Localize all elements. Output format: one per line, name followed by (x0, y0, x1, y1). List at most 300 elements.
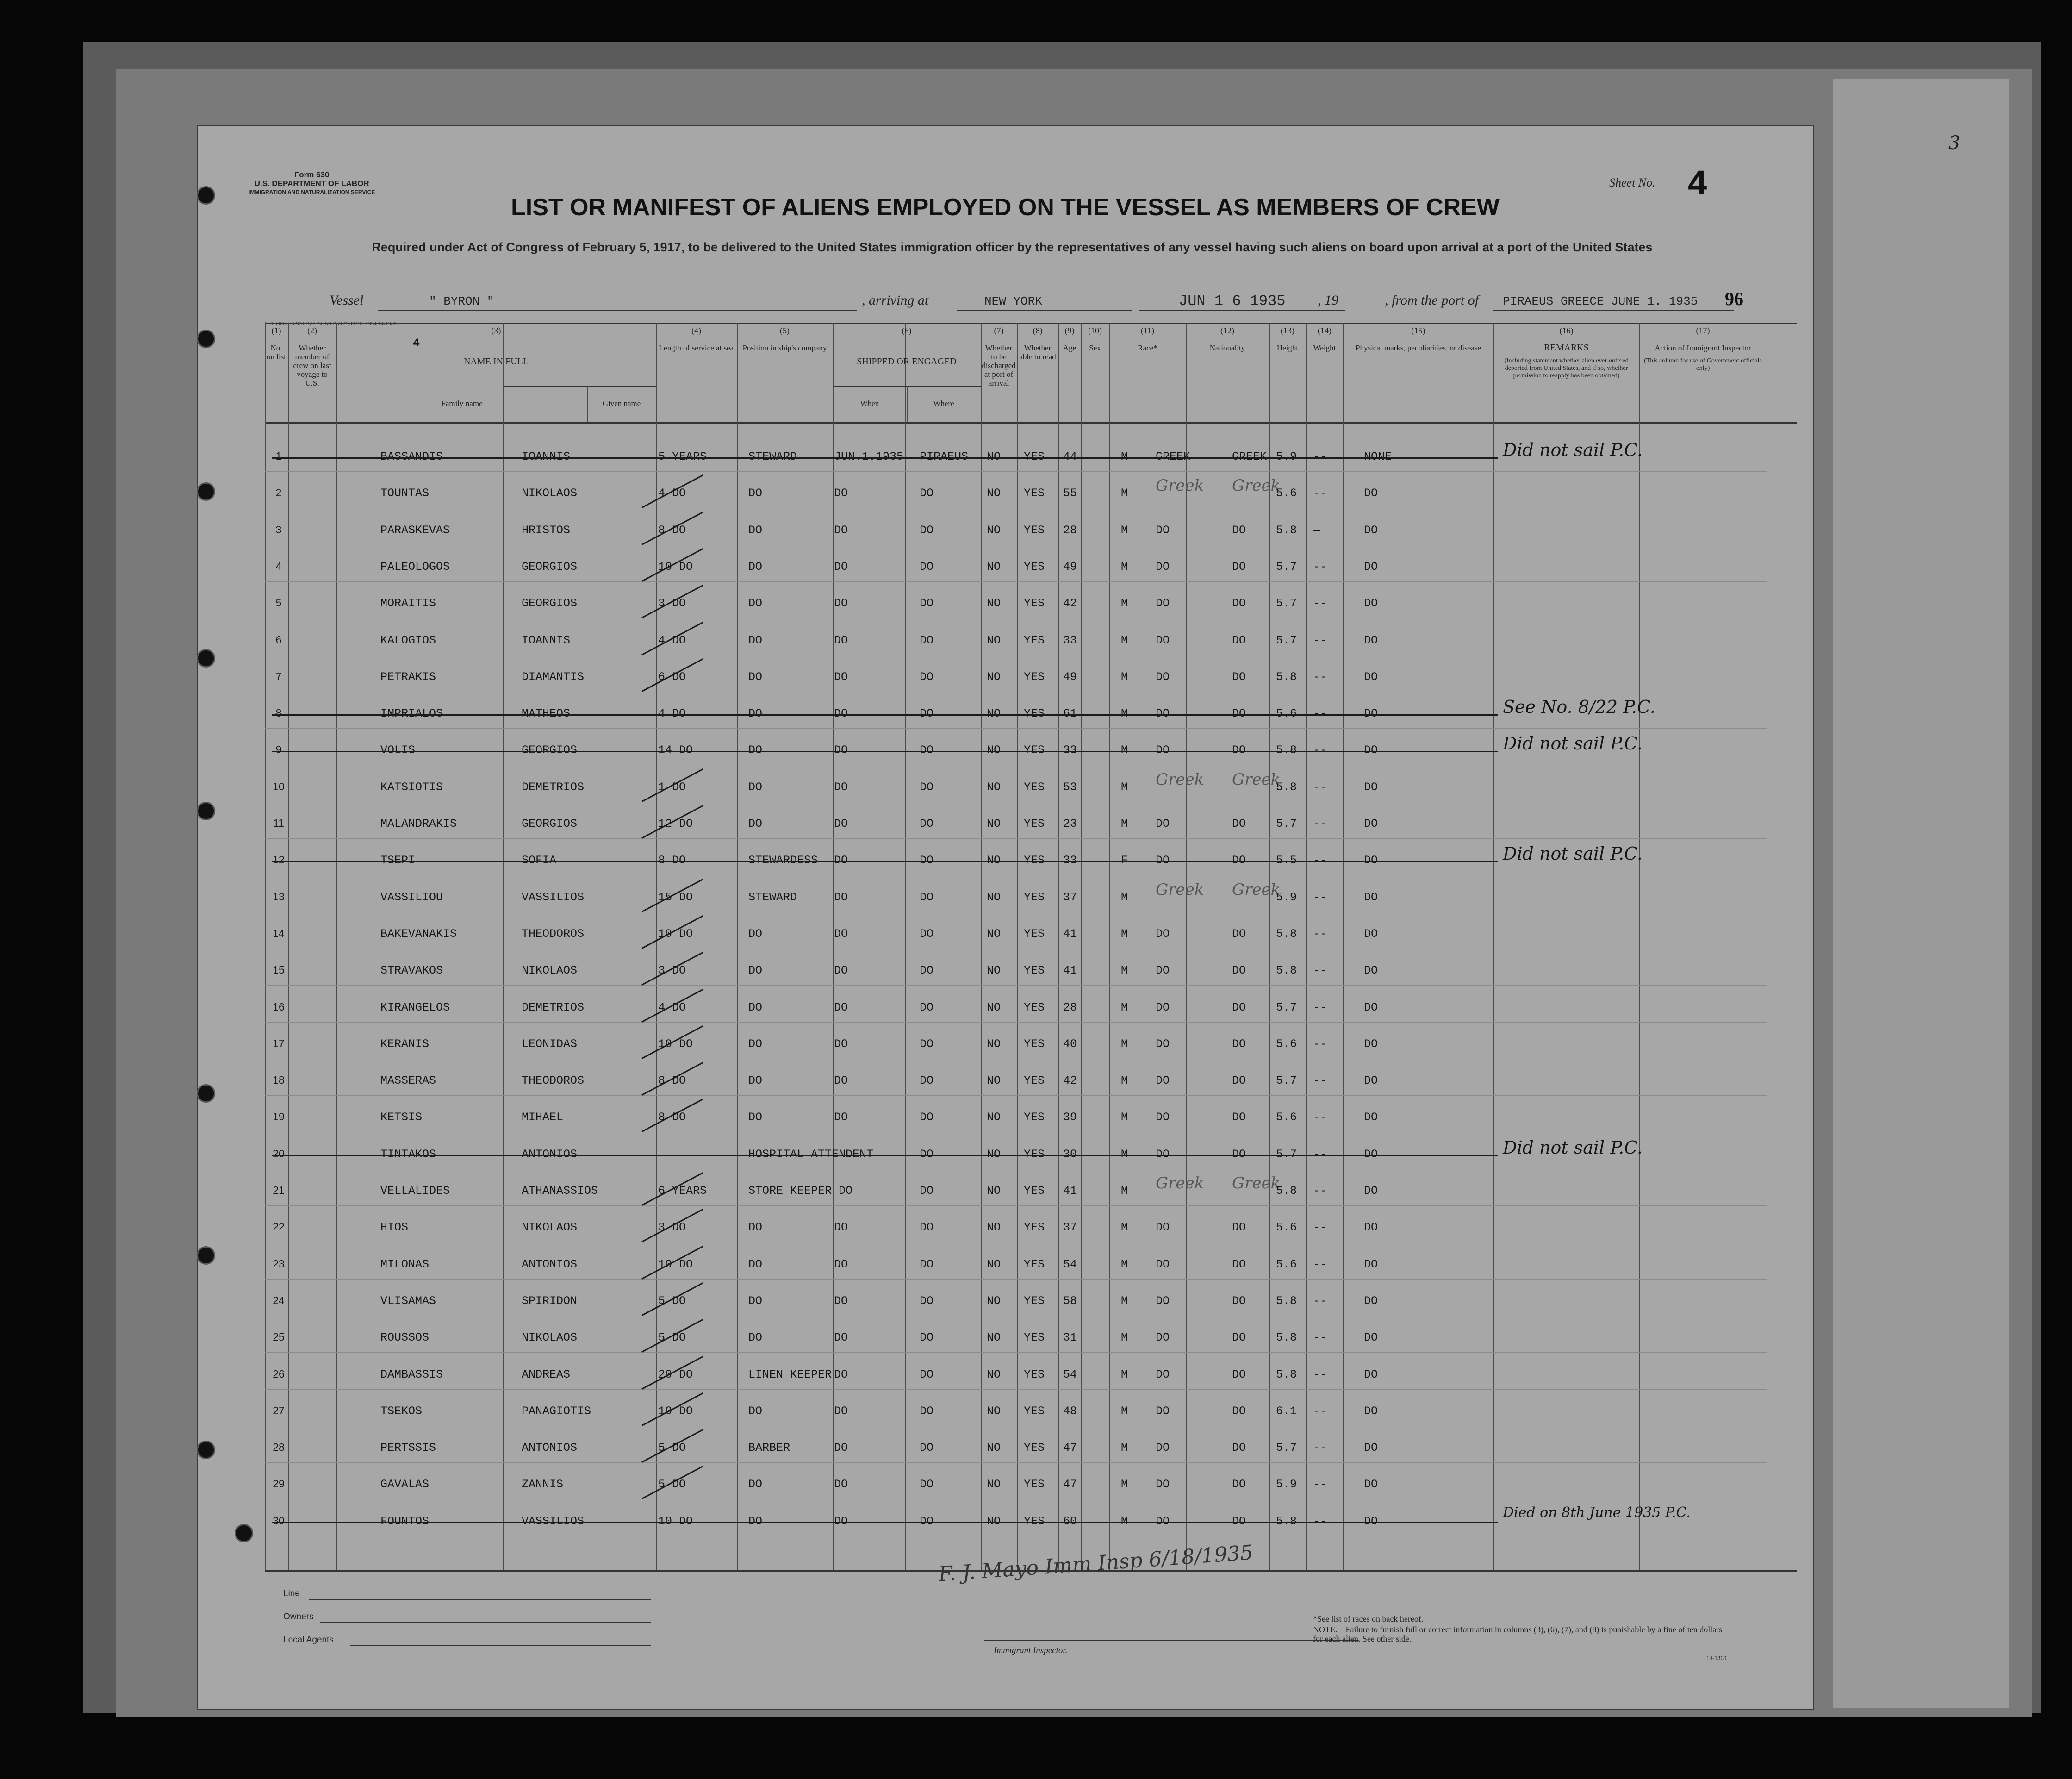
cell-service: 5 DO (658, 1331, 686, 1344)
cell-discharged: NO (987, 927, 1001, 941)
cell-family: KERANIS (380, 1037, 429, 1051)
cell-sex: M (1121, 964, 1128, 977)
cell-when: DO (834, 597, 848, 610)
cell-family: ROUSSOS (380, 1331, 429, 1344)
check-mark (641, 658, 703, 692)
cell-no: 15 (273, 964, 285, 976)
cell-position: DO (748, 634, 763, 647)
column-rule (1017, 323, 1018, 1570)
binder-hole (197, 649, 215, 668)
cell-race: DO (1156, 707, 1170, 720)
cell-given: NIKOLAOS (522, 1221, 578, 1234)
cell-when: DO (834, 1221, 848, 1234)
cell-where: DO (920, 1148, 934, 1161)
cell-marks: DO (1364, 1184, 1378, 1198)
cell-service: 8 DO (658, 524, 686, 537)
cell-height: 5.8 (1276, 780, 1297, 794)
cell-height: 5.6 (1276, 1037, 1297, 1051)
corner-mark: 3 (1948, 132, 1960, 154)
cell-height: 5.6 (1276, 1111, 1297, 1124)
cell-given: DEMETRIOS (522, 1001, 585, 1014)
cell-where: PIRAEUS (920, 450, 969, 463)
cell-marks: DO (1364, 1221, 1378, 1234)
cell-nationality: DO (1232, 524, 1246, 537)
column-rule (1186, 323, 1187, 1570)
cell-marks: DO (1364, 487, 1378, 500)
cell-position: DO (748, 817, 763, 830)
cell-sex: M (1121, 1001, 1128, 1014)
strike-through-line (272, 861, 1498, 862)
printer-line: U.S. GOVERNMENT PRINTING OFFICE: 1934 14-1360 (265, 320, 397, 327)
column-number: (1) (271, 326, 281, 335)
cell-where: DO (920, 1441, 934, 1454)
cell-height: 5.7 (1276, 817, 1297, 830)
cell-position: STORE KEEPER DO (748, 1184, 853, 1198)
cell-weight: -- (1313, 670, 1327, 684)
cell-read: YES (1024, 1331, 1045, 1344)
cell-when: DO (834, 487, 848, 500)
cell-race: DO (1156, 817, 1170, 830)
cell-where: DO (920, 1478, 934, 1491)
cell-no: 13 (273, 891, 285, 903)
cell-discharged: NO (987, 1001, 1001, 1014)
cell-nationality: DO (1232, 743, 1246, 757)
cell-height: 5.9 (1276, 1478, 1297, 1491)
row-rule (265, 1389, 1767, 1390)
cell-given: ANTONIOS (522, 1148, 578, 1161)
cell-discharged: NO (987, 597, 1001, 610)
cell-nationality: Greek (1232, 880, 1281, 899)
cell-marks: DO (1364, 1037, 1378, 1051)
inspector-label: Immigrant Inspector. (994, 1646, 1068, 1655)
line-underline (309, 1599, 651, 1600)
cell-marks: DO (1364, 1368, 1378, 1381)
cell-position: BARBER (748, 1441, 790, 1454)
cell-given: VASSILIOS (522, 1515, 585, 1528)
cell-nationality: DO (1232, 1294, 1246, 1308)
cell-marks: DO (1364, 1515, 1378, 1528)
cell-service: 10 DO (658, 1258, 693, 1271)
cell-position: DO (748, 964, 763, 977)
cell-family: VLISAMAS (380, 1294, 436, 1308)
cell-read: YES (1024, 670, 1045, 684)
cell-no: 11 (273, 817, 284, 829)
cell-sex: M (1121, 1111, 1128, 1124)
line-label: Line (283, 1589, 300, 1598)
cell-nationality: DO (1232, 1515, 1246, 1528)
row-rule (265, 1022, 1767, 1023)
cell-given: HRISTOS (522, 524, 571, 537)
cell-age: 33 (1063, 743, 1077, 757)
cell-where: DO (920, 707, 934, 720)
cell-family: TINTAKOS (380, 1148, 436, 1161)
strike-through-line (272, 457, 1498, 459)
cell-marks: DO (1364, 634, 1378, 647)
cell-discharged: NO (987, 1074, 1001, 1087)
column-rule (1058, 323, 1059, 1570)
inspector-underline (984, 1640, 1359, 1641)
cell-age: 39 (1063, 1111, 1077, 1124)
table-header-rule (265, 422, 1797, 424)
cell-discharged: NO (987, 1404, 1001, 1418)
cell-where: DO (920, 964, 934, 977)
cell-weight: -- (1313, 450, 1327, 463)
cell-age: 31 (1063, 1331, 1077, 1344)
cell-given: ANTONIOS (522, 1441, 578, 1454)
cell-given: GEORGIOS (522, 743, 578, 757)
cell-height: 5.9 (1276, 891, 1297, 904)
cell-read: YES (1024, 597, 1045, 610)
cell-family: TSEPI (380, 854, 416, 867)
binder-hole (197, 1084, 215, 1103)
cell-marks: DO (1364, 1258, 1378, 1271)
cell-family: KETSIS (380, 1111, 423, 1124)
column-rule (905, 323, 906, 1570)
cell-weight: -- (1313, 1221, 1327, 1234)
column-rule (1306, 323, 1307, 1570)
cell-marks: DO (1364, 817, 1378, 830)
binder-hole (197, 1246, 215, 1265)
cell-sex: M (1121, 1441, 1128, 1454)
cell-marks: DO (1364, 927, 1378, 941)
cell-when: DO (834, 1515, 848, 1528)
inspector-signature: F. J. Mayo Imm Insp 6/18/1935 (938, 1541, 1254, 1586)
cell-height: 5.5 (1276, 854, 1297, 867)
column-rule (336, 323, 337, 1570)
cell-race: DO (1156, 1294, 1170, 1308)
cell-no: 30 (273, 1515, 285, 1527)
column-rule (1269, 323, 1270, 1570)
cell-where: DO (920, 1294, 934, 1308)
cell-race: DO (1156, 1404, 1170, 1418)
cell-read: YES (1024, 964, 1045, 977)
cell-race: DO (1156, 1515, 1170, 1528)
cell-discharged: NO (987, 1037, 1001, 1051)
cell-no: 4 (275, 560, 282, 572)
cell-given: SPIRIDON (522, 1294, 578, 1308)
cell-where: DO (920, 1221, 934, 1234)
cell-position: STEWARDESS (748, 854, 818, 867)
cell-height: 5.8 (1276, 743, 1297, 757)
cell-read: YES (1024, 450, 1045, 463)
cell-race: DO (1156, 1478, 1170, 1491)
binder-hole (197, 330, 215, 348)
cell-race: Greek (1156, 1174, 1204, 1192)
column-header: Race* (1138, 343, 1157, 352)
cell-nationality: DO (1232, 1037, 1246, 1051)
cell-when: DO (834, 743, 848, 757)
cell-position: DO (748, 1478, 763, 1491)
check-mark (641, 989, 703, 1023)
header-subrule (503, 386, 656, 387)
cell-family: VELLALIDES (380, 1184, 450, 1198)
cell-where: DO (920, 927, 934, 941)
cell-read: YES (1024, 634, 1045, 647)
cell-remarks: Died on 8th June 1935 P.C. (1503, 1504, 1691, 1521)
check-mark (641, 622, 703, 655)
cell-where: DO (920, 1111, 934, 1124)
cell-position: DO (748, 1074, 763, 1087)
column-header: SHIPPED OR ENGAGED (857, 356, 957, 367)
page-title: LIST OR MANIFEST OF ALIENS EMPLOYED ON THE VESSEL AS MEMBERS OF CREW (511, 194, 1500, 221)
check-mark (641, 1246, 703, 1280)
check-mark (641, 1062, 703, 1096)
cell-no: 6 (275, 634, 282, 646)
cell-no: 16 (273, 1001, 285, 1013)
column-number: (7) (994, 326, 1004, 335)
row-rule (265, 985, 1767, 986)
check-mark (641, 1429, 703, 1463)
binder-hole (197, 186, 215, 205)
cell-given: VASSILIOS (522, 891, 585, 904)
cell-height: 5.8 (1276, 1515, 1297, 1528)
form-id (249, 170, 375, 197)
cell-no: 26 (273, 1368, 285, 1380)
cell-weight: -- (1313, 1478, 1327, 1491)
cell-service: 4 DO (658, 707, 686, 720)
column-header: Physical marks, peculiarities, or disease (1356, 343, 1481, 352)
cell-discharged: NO (987, 1368, 1001, 1381)
check-mark (641, 879, 703, 912)
cell-weight: -- (1313, 1404, 1327, 1418)
cell-nationality: DO (1232, 634, 1246, 647)
cell-height: 5.9 (1276, 450, 1297, 463)
cell-service: 14 DO (658, 743, 693, 757)
column-subheader: When (860, 399, 879, 408)
owners-label: Owners (283, 1612, 314, 1622)
cell-height: 5.8 (1276, 670, 1297, 684)
cell-height: 5.7 (1276, 1441, 1297, 1454)
cell-nationality: DO (1232, 1404, 1246, 1418)
cell-discharged: NO (987, 670, 1001, 684)
cell-service: 1 DO (658, 780, 686, 794)
cell-when: DO (834, 1258, 848, 1271)
cell-read: YES (1024, 854, 1045, 867)
check-mark (641, 1319, 703, 1353)
cell-position: DO (748, 1515, 763, 1528)
cell-given: THEODOROS (522, 927, 585, 941)
cell-height: 5.8 (1276, 964, 1297, 977)
check-mark (641, 1356, 703, 1390)
cell-where: DO (920, 524, 934, 537)
cell-family: KATSIOTIS (380, 780, 443, 794)
cell-no: 7 (275, 670, 282, 682)
cell-age: 54 (1063, 1258, 1077, 1271)
cell-position: DO (748, 1294, 763, 1308)
cell-remarks: Did not sail P.C. (1503, 733, 1643, 754)
cell-family: PALEOLOGOS (380, 560, 450, 574)
cell-read: YES (1024, 1111, 1045, 1124)
arrival-date-stamp: JUN 1 6 1935 (1179, 293, 1286, 310)
cell-race: DO (1156, 1441, 1170, 1454)
vessel-underline (378, 310, 857, 311)
cell-weight: -- (1313, 743, 1327, 757)
cell-race: DO (1156, 1368, 1170, 1381)
check-mark (641, 1466, 703, 1499)
cell-discharged: NO (987, 1221, 1001, 1234)
cell-marks: DO (1364, 707, 1378, 720)
cell-position: DO (748, 743, 763, 757)
cell-family: HIOS (380, 1221, 409, 1234)
cell-nationality: Greek (1232, 476, 1281, 495)
cell-read: YES (1024, 1184, 1045, 1198)
cell-marks: DO (1364, 1074, 1378, 1087)
cell-family: MALANDRAKIS (380, 817, 457, 830)
cell-family: PARASKEVAS (380, 524, 450, 537)
cell-discharged: NO (987, 891, 1001, 904)
cell-remarks: Did not sail P.C. (1503, 843, 1643, 864)
cell-service: 4 DO (658, 1001, 686, 1014)
cell-where: DO (920, 780, 934, 794)
cell-family: STRAVAKOS (380, 964, 443, 977)
cell-weight: -- (1313, 891, 1327, 904)
cell-service: 6 DO (658, 670, 686, 684)
cell-weight: -- (1313, 1037, 1327, 1051)
column-header: Action of Immigrant Inspector (1655, 343, 1751, 352)
cell-when: DO (834, 707, 848, 720)
cell-nationality: DO (1232, 817, 1246, 830)
column-header: Whether member of crew on last voyage to U.S. (293, 343, 331, 387)
cell-weight: -- (1313, 1368, 1327, 1381)
cell-family: DAMBASSIS (380, 1368, 443, 1381)
cell-weight: -- (1313, 1294, 1327, 1308)
cell-read: YES (1024, 1515, 1045, 1528)
cell-no: 14 (273, 927, 285, 939)
cell-marks: DO (1364, 560, 1378, 574)
cell-when: DO (834, 634, 848, 647)
cell-discharged: NO (987, 1478, 1001, 1491)
cell-nationality: DO (1232, 670, 1246, 684)
column-number: (10) (1088, 326, 1102, 335)
column-number: (11) (1140, 326, 1155, 335)
cell-where: DO (920, 854, 934, 867)
column-header: NAME IN FULL (464, 356, 529, 367)
manifest-sheet (197, 125, 1814, 1710)
cell-where: DO (920, 1184, 934, 1198)
cell-discharged: NO (987, 780, 1001, 794)
row-rule (265, 1279, 1767, 1280)
cell-position: DO (748, 1258, 763, 1271)
cell-position: DO (748, 670, 763, 684)
row-rule (265, 838, 1767, 839)
column-header: Nationality (1209, 343, 1245, 352)
cell-position: STEWARD (748, 450, 797, 463)
check-mark (641, 474, 703, 508)
cell-service: 5 YEARS (658, 450, 707, 463)
cell-where: DO (920, 1404, 934, 1418)
cell-race: DO (1156, 524, 1170, 537)
cell-no: 12 (273, 854, 285, 866)
cell-height: 5.7 (1276, 1148, 1297, 1161)
column-number: (3) (491, 326, 501, 335)
cell-where: DO (920, 634, 934, 647)
row-rule (265, 1352, 1767, 1353)
cell-age: 47 (1063, 1441, 1077, 1454)
department-name: U.S. DEPARTMENT OF LABOR (254, 179, 369, 188)
cell-position: DO (748, 560, 763, 574)
cell-service: 6 YEARS (658, 1184, 707, 1198)
column-header: Height (1276, 343, 1299, 352)
cell-position: DO (748, 927, 763, 941)
column-rule (737, 323, 738, 1570)
cell-sex: M (1121, 524, 1128, 537)
cell-race: DO (1156, 1221, 1170, 1234)
cell-read: YES (1024, 1037, 1045, 1051)
cell-nationality: GREEK (1232, 450, 1267, 463)
cell-sex: M (1121, 1148, 1128, 1161)
cell-position: DO (748, 707, 763, 720)
cell-no: 20 (273, 1148, 285, 1160)
cell-given: IOANNIS (522, 450, 571, 463)
cell-read: YES (1024, 1258, 1045, 1271)
cell-sex: M (1121, 891, 1128, 904)
cell-discharged: NO (987, 1294, 1001, 1308)
cell-race: Greek (1156, 770, 1204, 789)
cell-when: DO (834, 817, 848, 830)
from-label: , from the port of (1385, 293, 1479, 308)
cell-age: 41 (1063, 927, 1077, 941)
cell-when: DO (834, 1368, 848, 1381)
cell-no: 23 (273, 1258, 285, 1270)
column-header: Weight (1313, 343, 1336, 352)
column-rule (1343, 323, 1344, 1570)
row-rule (265, 1095, 1767, 1096)
check-mark (641, 548, 703, 582)
column-subheader: (Including statement whether alien ever ordered deported from United States, and if so, whether permission to reapply has been obtained) (1504, 357, 1629, 379)
cell-no: 8 (275, 707, 282, 719)
row-rule (265, 581, 1767, 582)
cell-family: TOUNTAS (380, 487, 429, 500)
check-mark (641, 915, 703, 949)
cell-where: DO (920, 1037, 934, 1051)
cell-race: GREEK (1156, 450, 1191, 463)
cell-given: DIAMANTIS (522, 670, 585, 684)
cell-sex: M (1121, 707, 1128, 720)
cell-when: DO (834, 524, 848, 537)
cell-race: Greek (1156, 880, 1204, 899)
cell-nationality: DO (1232, 1111, 1246, 1124)
cell-marks: DO (1364, 780, 1378, 794)
check-mark (641, 805, 703, 839)
cell-race: DO (1156, 634, 1170, 647)
cell-no: 9 (275, 743, 282, 755)
cell-nationality: DO (1232, 707, 1246, 720)
cell-discharged: NO (987, 560, 1001, 574)
cell-discharged: NO (987, 743, 1001, 757)
cell-when: DO (834, 1074, 848, 1087)
column-header: Sex (1089, 343, 1101, 352)
cell-sex: F (1121, 854, 1128, 867)
cell-read: YES (1024, 707, 1045, 720)
cell-sex: M (1121, 780, 1128, 794)
cell-service: 8 DO (658, 1111, 686, 1124)
cell-nationality: DO (1232, 1074, 1246, 1087)
strike-through-line (272, 714, 1498, 716)
cell-family: MASSERAS (380, 1074, 436, 1087)
cell-age: 28 (1063, 524, 1077, 537)
column-rule (1109, 323, 1110, 1570)
cell-race: Greek (1156, 476, 1204, 495)
cell-marks: DO (1364, 1441, 1378, 1454)
cell-marks: DO (1364, 1111, 1378, 1124)
column-number: (12) (1220, 326, 1234, 335)
cell-weight: -- (1313, 854, 1327, 867)
cell-marks: DO (1364, 1404, 1378, 1418)
arriving-label: , arriving at (862, 293, 929, 308)
cell-sex: M (1121, 487, 1128, 500)
cell-weight: -- (1313, 707, 1327, 720)
cell-discharged: NO (987, 487, 1001, 500)
